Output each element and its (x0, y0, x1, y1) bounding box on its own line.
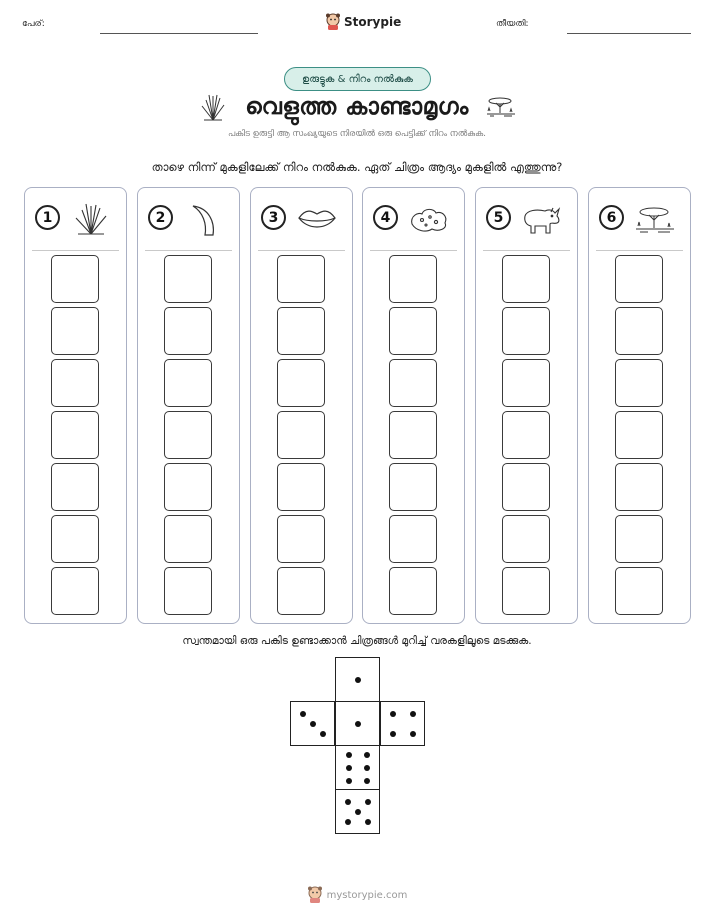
dice-pip (345, 799, 351, 805)
color-box[interactable] (277, 411, 325, 459)
brand-logo (325, 13, 401, 31)
color-box[interactable] (164, 255, 212, 303)
dice-face-4 (380, 701, 425, 746)
color-box[interactable] (277, 255, 325, 303)
dice-pip (365, 799, 371, 805)
date-line[interactable] (567, 33, 691, 34)
color-box[interactable] (51, 463, 99, 511)
dice-face-5 (335, 789, 380, 834)
column-number: 4 (373, 205, 398, 230)
footer-url: mystorypie.com (326, 889, 408, 901)
dice-pip (410, 711, 416, 717)
color-box[interactable] (389, 255, 437, 303)
date-label: തീയതി: (496, 19, 529, 29)
dice-face-1 (335, 657, 380, 702)
dice-instruction: സ്വന്തമായി ഒരു പകിട ഉണ്ടാക്കാൻ ചിത്രങ്ങൾ മുറിച്ച് വരകളിലൂടെ മടക്കുക. (182, 635, 532, 647)
horn-icon (183, 202, 225, 236)
color-box[interactable] (164, 515, 212, 563)
color-box[interactable] (51, 307, 99, 355)
dice-pip (300, 711, 306, 717)
brand-name: Storypie (344, 15, 402, 29)
column-divider (32, 250, 119, 251)
dice-pip (364, 752, 370, 758)
column-number: 3 (261, 205, 286, 230)
column-4 (362, 187, 465, 624)
color-box[interactable] (389, 307, 437, 355)
savanna-icon (486, 96, 516, 118)
color-box[interactable] (389, 359, 437, 407)
color-box[interactable] (502, 307, 550, 355)
column-divider (483, 250, 570, 251)
color-box[interactable] (389, 567, 437, 615)
savanna-icon (634, 202, 676, 236)
dice-pip (346, 778, 352, 784)
column-3 (250, 187, 353, 624)
dice-pip (355, 721, 361, 727)
mud-icon (408, 202, 450, 236)
column-number: 1 (35, 205, 60, 230)
page-title: വെളുത്ത കാണ്ടാമൃഗം (245, 94, 469, 120)
dice-pip (320, 731, 326, 737)
color-box[interactable] (502, 359, 550, 407)
dice-pip (390, 731, 396, 737)
color-box[interactable] (389, 515, 437, 563)
dice-pip (365, 819, 371, 825)
color-box[interactable] (502, 463, 550, 511)
color-box[interactable] (615, 307, 663, 355)
color-box[interactable] (615, 359, 663, 407)
dice-pip (390, 711, 396, 717)
subtitle: പകിട ഉരുട്ടി ആ സംഖ്യയുടെ നിരയിൽ ഒരു പെട്ടിക്ക് നിറം നൽകുക. (228, 129, 486, 139)
dice-pip (355, 677, 361, 683)
color-box[interactable] (615, 463, 663, 511)
color-box[interactable] (615, 255, 663, 303)
name-line[interactable] (100, 33, 258, 34)
column-divider (370, 250, 457, 251)
lips-icon (296, 202, 338, 236)
column-divider (258, 250, 345, 251)
color-box[interactable] (277, 567, 325, 615)
footer (0, 886, 714, 904)
color-box[interactable] (277, 515, 325, 563)
color-box[interactable] (164, 307, 212, 355)
dice-pip (410, 731, 416, 737)
color-box[interactable] (389, 411, 437, 459)
color-box[interactable] (502, 515, 550, 563)
activity-tag: ഉരുട്ടുക & നിറം നൽകുക (284, 67, 431, 91)
dice-pip (364, 778, 370, 784)
color-box[interactable] (615, 515, 663, 563)
color-box[interactable] (389, 463, 437, 511)
column-number: 6 (599, 205, 624, 230)
color-box[interactable] (615, 567, 663, 615)
color-box[interactable] (277, 359, 325, 407)
column-2 (137, 187, 240, 624)
color-box[interactable] (164, 567, 212, 615)
color-box[interactable] (164, 411, 212, 459)
color-box[interactable] (51, 515, 99, 563)
dice-pip (355, 809, 361, 815)
color-box[interactable] (502, 411, 550, 459)
dice-face-3 (290, 701, 335, 746)
color-box[interactable] (51, 255, 99, 303)
dice-pip (364, 765, 370, 771)
dice-pip (346, 765, 352, 771)
dice-pip (310, 721, 316, 727)
color-box[interactable] (277, 463, 325, 511)
column-5 (475, 187, 578, 624)
instruction: താഴെ നിന്ന് മുകളിലേക്ക് നിറം നൽകുക. ഏത് ചിത്രം ആദ്യം മുകളിൽ എത്തുന്നു? (151, 160, 563, 174)
color-box[interactable] (615, 411, 663, 459)
column-divider (596, 250, 683, 251)
color-box[interactable] (502, 567, 550, 615)
column-6 (588, 187, 691, 624)
dice-face-1 (335, 701, 380, 746)
color-box[interactable] (51, 359, 99, 407)
color-box[interactable] (51, 567, 99, 615)
color-box[interactable] (164, 463, 212, 511)
grass-icon (70, 202, 112, 236)
rhino-icon (521, 202, 563, 236)
column-divider (145, 250, 232, 251)
color-box[interactable] (277, 307, 325, 355)
dice-face-6 (335, 745, 380, 790)
color-box[interactable] (502, 255, 550, 303)
storypie-mascot-icon (325, 13, 341, 31)
dice-pip (346, 752, 352, 758)
dice-pip (345, 819, 351, 825)
name-label: പേര്: (22, 19, 45, 29)
column-1 (24, 187, 127, 624)
color-box[interactable] (164, 359, 212, 407)
color-box[interactable] (51, 411, 99, 459)
storypie-mascot-icon (307, 886, 323, 904)
column-number: 5 (486, 205, 511, 230)
column-number: 2 (148, 205, 173, 230)
